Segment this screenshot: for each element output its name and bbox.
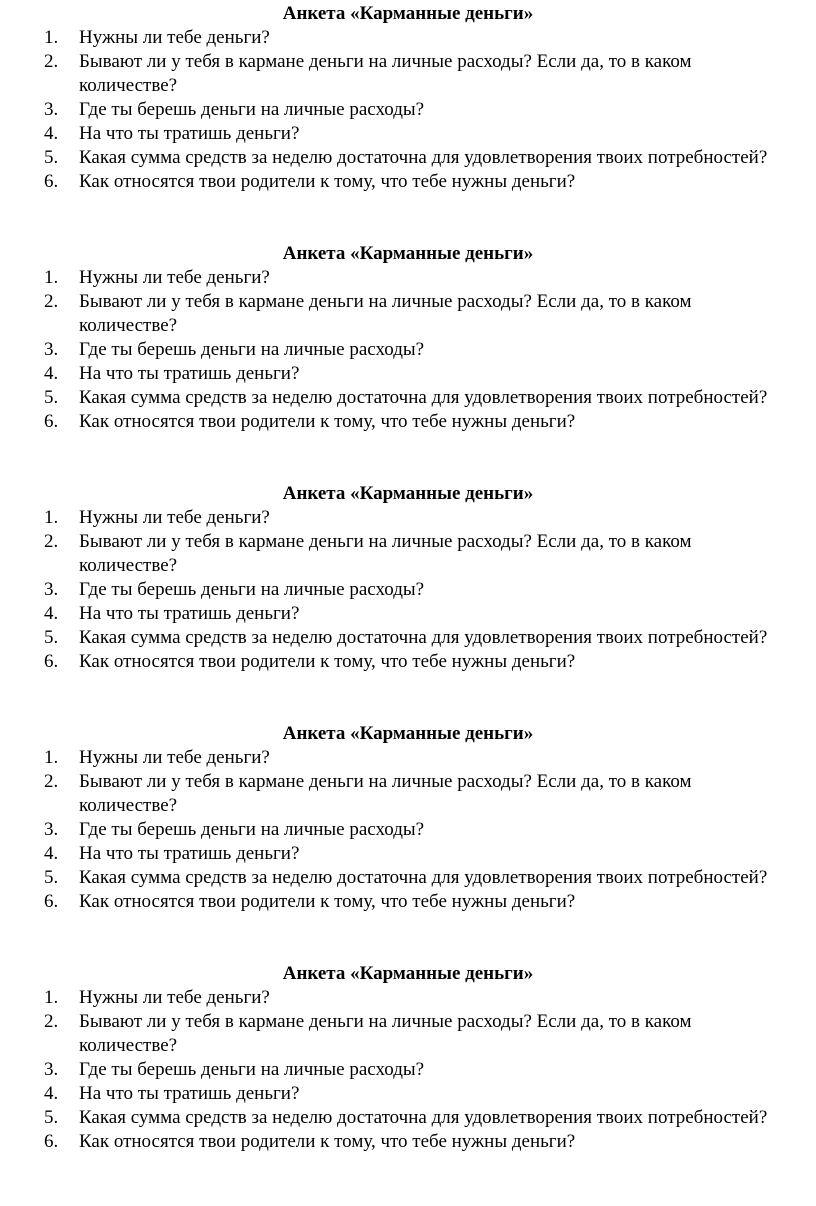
question-number: 3. — [44, 99, 59, 120]
question-list — [0, 986, 816, 1154]
question-item — [0, 122, 816, 146]
question-number: 3. — [44, 819, 59, 840]
question-number: 5. — [44, 387, 59, 408]
question-text: Как относятся твои родители к тому, что тебе нужны деньги? — [79, 891, 576, 912]
question-text: Где ты берешь деньги на личные расходы? — [79, 99, 425, 120]
question-text: Где ты берешь деньги на личные расходы? — [79, 579, 425, 600]
question-item — [0, 410, 816, 434]
question-item — [0, 26, 816, 50]
question-list — [0, 746, 816, 914]
question-item — [0, 530, 816, 578]
survey-block-2 — [0, 242, 816, 434]
survey-block-5 — [0, 962, 816, 1154]
question-text: Бывают ли у тебя в кармане деньги на личные расходы? Если да, то в каком количестве? — [79, 51, 692, 96]
question-text: Нужны ли тебе деньги? — [79, 747, 270, 768]
question-text: Как относятся твои родители к тому, что тебе нужны деньги? — [79, 651, 576, 672]
question-text: Нужны ли тебе деньги? — [79, 267, 270, 288]
question-number: 1. — [44, 27, 59, 48]
question-number: 6. — [44, 171, 59, 192]
question-item — [0, 266, 816, 290]
question-text: Где ты берешь деньги на личные расходы? — [79, 819, 425, 840]
question-item — [0, 602, 816, 626]
question-number: 1. — [44, 987, 59, 1008]
question-text: Где ты берешь деньги на личные расходы? — [79, 1059, 425, 1080]
question-item — [0, 746, 816, 770]
survey-title: Анкета «Карманные деньги» — [282, 483, 534, 504]
question-list — [0, 266, 816, 434]
question-text: Какая сумма средств за неделю достаточна для удовлетворения твоих потребностей? — [79, 1107, 768, 1128]
survey-block-3 — [0, 482, 816, 674]
question-text: Бывают ли у тебя в кармане деньги на личные расходы? Если да, то в каком количестве? — [79, 531, 692, 576]
survey-title: Анкета «Карманные деньги» — [282, 963, 534, 984]
question-item — [0, 170, 816, 194]
question-number: 3. — [44, 579, 59, 600]
question-text: На что ты тратишь деньги? — [79, 1083, 300, 1104]
question-number: 2. — [44, 771, 59, 792]
question-number: 1. — [44, 507, 59, 528]
question-number: 4. — [44, 603, 59, 624]
question-text: На что ты тратишь деньги? — [79, 363, 300, 384]
question-item — [0, 338, 816, 362]
question-item — [0, 506, 816, 530]
question-number: 1. — [44, 747, 59, 768]
question-text: Бывают ли у тебя в кармане деньги на личные расходы? Если да, то в каком количестве? — [79, 1011, 692, 1056]
question-number: 3. — [44, 1059, 59, 1080]
question-item — [0, 50, 816, 98]
question-list — [0, 506, 816, 674]
question-item — [0, 650, 816, 674]
question-item — [0, 290, 816, 338]
question-number: 4. — [44, 363, 59, 384]
question-item — [0, 818, 816, 842]
question-text: Какая сумма средств за неделю достаточна для удовлетворения твоих потребностей? — [79, 387, 768, 408]
question-text: Как относятся твои родители к тому, что тебе нужны деньги? — [79, 411, 576, 432]
question-text: Нужны ли тебе деньги? — [79, 507, 270, 528]
question-item — [0, 1082, 816, 1106]
question-item — [0, 98, 816, 122]
question-text: Какая сумма средств за неделю достаточна для удовлетворения твоих потребностей? — [79, 147, 768, 168]
question-number: 2. — [44, 291, 59, 312]
question-item — [0, 986, 816, 1010]
question-item — [0, 866, 816, 890]
question-text: Бывают ли у тебя в кармане деньги на личные расходы? Если да, то в каком количестве? — [79, 771, 692, 816]
question-number: 2. — [44, 1011, 59, 1032]
question-number: 3. — [44, 339, 59, 360]
survey-block-1 — [0, 2, 816, 194]
question-text: Нужны ли тебе деньги? — [79, 27, 270, 48]
question-item — [0, 770, 816, 818]
question-item — [0, 890, 816, 914]
survey-title: Анкета «Карманные деньги» — [282, 3, 534, 24]
question-item — [0, 1058, 816, 1082]
question-item — [0, 578, 816, 602]
survey-title: Анкета «Карманные деньги» — [282, 243, 534, 264]
question-number: 2. — [44, 51, 59, 72]
question-text: На что ты тратишь деньги? — [79, 843, 300, 864]
question-number: 1. — [44, 267, 59, 288]
question-item — [0, 362, 816, 386]
question-text: Как относятся твои родители к тому, что тебе нужны деньги? — [79, 1131, 576, 1152]
question-number: 4. — [44, 123, 59, 144]
question-text: Какая сумма средств за неделю достаточна для удовлетворения твоих потребностей? — [79, 867, 768, 888]
question-number: 4. — [44, 843, 59, 864]
survey-title: Анкета «Карманные деньги» — [282, 723, 534, 744]
question-text: Как относятся твои родители к тому, что тебе нужны деньги? — [79, 171, 576, 192]
question-item — [0, 1106, 816, 1130]
question-number: 6. — [44, 891, 59, 912]
question-text: На что ты тратишь деньги? — [79, 603, 300, 624]
question-number: 5. — [44, 627, 59, 648]
question-number: 5. — [44, 147, 59, 168]
question-item — [0, 842, 816, 866]
question-item — [0, 386, 816, 410]
question-item — [0, 1010, 816, 1058]
question-text: Какая сумма средств за неделю достаточна для удовлетворения твоих потребностей? — [79, 627, 768, 648]
question-number: 4. — [44, 1083, 59, 1104]
question-text: Бывают ли у тебя в кармане деньги на личные расходы? Если да, то в каком количестве? — [79, 291, 692, 336]
question-item — [0, 1130, 816, 1154]
question-number: 6. — [44, 411, 59, 432]
question-number: 6. — [44, 1131, 59, 1152]
question-number: 6. — [44, 651, 59, 672]
question-text: На что ты тратишь деньги? — [79, 123, 300, 144]
question-number: 5. — [44, 1107, 59, 1128]
question-list — [0, 26, 816, 194]
question-item — [0, 626, 816, 650]
question-number: 2. — [44, 531, 59, 552]
question-item — [0, 146, 816, 170]
question-number: 5. — [44, 867, 59, 888]
question-text: Нужны ли тебе деньги? — [79, 987, 270, 1008]
survey-block-4 — [0, 722, 816, 914]
question-text: Где ты берешь деньги на личные расходы? — [79, 339, 425, 360]
